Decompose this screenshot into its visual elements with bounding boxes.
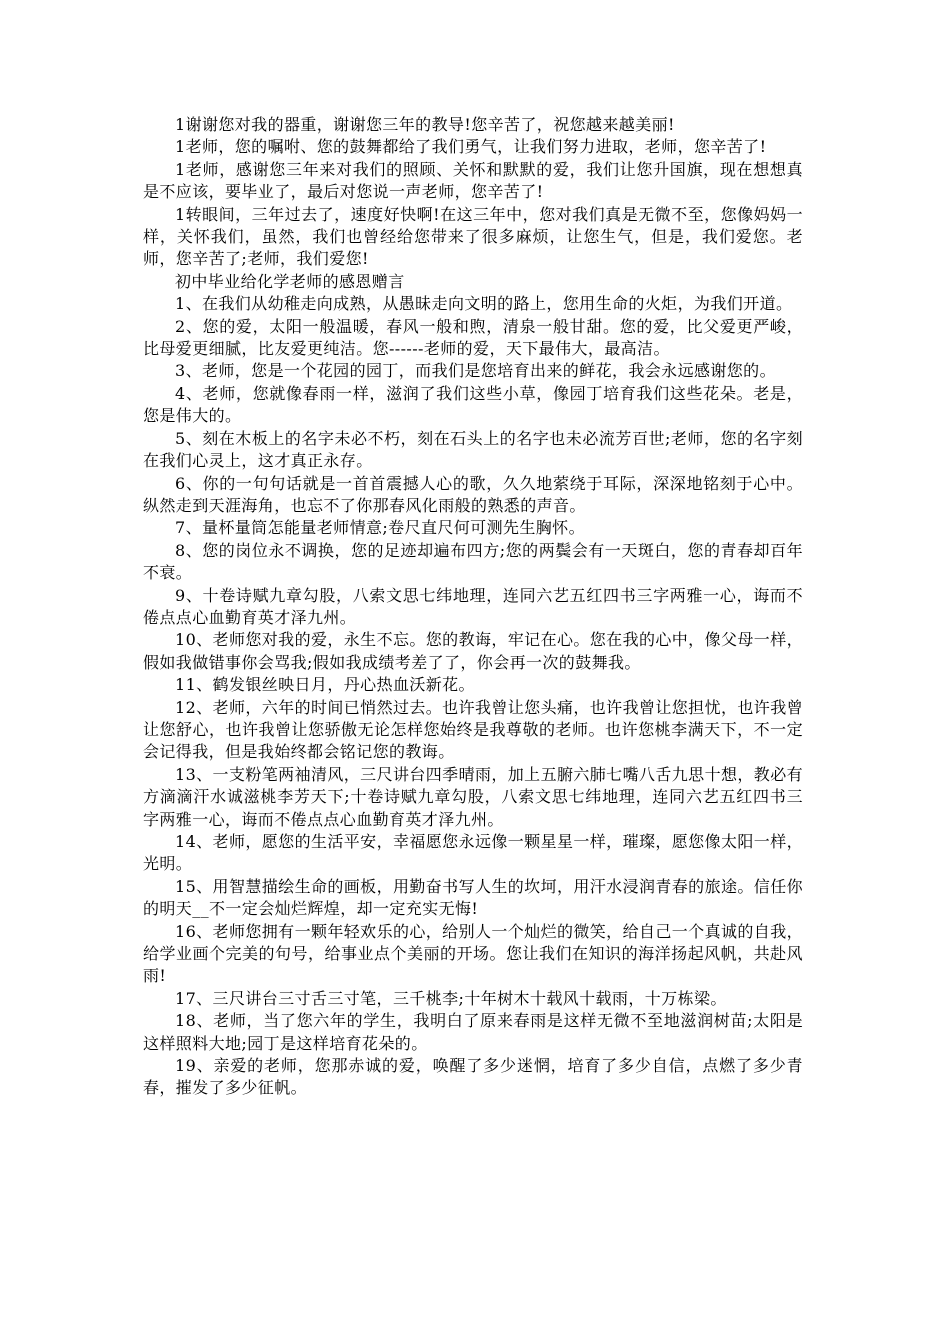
section-heading: 初中毕业给化学老师的感恩赠言 bbox=[175, 271, 405, 291]
paragraph: 1谢谢您对我的器重，谢谢您三年的教导!您辛苦了，祝您越来越美丽! bbox=[175, 115, 675, 134]
paragraph: 8、您的岗位永不调换，您的足迹却遍布四方;您的两鬓会有一天斑白，您的青春却百年不衰。 bbox=[143, 540, 803, 583]
paragraph: 11、鹤发银丝映日月，丹心热血沃新花。 bbox=[175, 675, 475, 695]
paragraph: 16、老师您拥有一颗年轻欢乐的心，给别人一个灿烂的微笑，给自己一个真诚的自我，给学业画个完美的句号，给事业点个美丽的开场。您让我们在知识的海洋扬起风帆，共赴风雨! bbox=[143, 921, 803, 986]
paragraph: 18、老师，当了您六年的学生，我明白了原来春雨是这样无微不至地滋润树苗;太阳是这样照料大地;园丁是这样培育花朵的。 bbox=[143, 1011, 803, 1053]
paragraph: 1老师，您的嘱咐、您的鼓舞都给了我们勇气，让我们努力进取，老师，您辛苦了! bbox=[175, 137, 767, 157]
paragraph: 10、老师您对我的爱，永生不忘。您的教诲，牢记在心。您在我的心中，像父母一样，假如我做错事你会骂我;假如我成绩考差了了，你会再一次的鼓舞我。 bbox=[143, 630, 803, 672]
paragraph: 17、三尺讲台三寸舌三寸笔，三千桃李;十年树木十载风十载雨，十万栋梁。 bbox=[175, 988, 727, 1008]
paragraph: 2、您的爱，太阳一般温暖，春风一般和煦，清泉一般甘甜。您的爱，比父爱更严峻，比母爱更细腻，比友爱更纯洁。您------老师的爱，天下最伟大，最高洁。 bbox=[143, 316, 803, 359]
paragraph: 15、用智慧描绘生命的画板，用勤奋书写人生的坎坷，用汗水浸润青春的旅途。信任你的明天__不一定会灿烂辉煌，却一定充实无悔! bbox=[143, 876, 803, 919]
paragraph: 9、十卷诗赋九章勾股，八索文思七纬地理，连同六艺五红四书三字两雅一心，诲而不倦点点心血勤育英才泽九州。 bbox=[143, 585, 803, 627]
paragraph: 12、老师，六年的时间已悄然过去。也许我曾让您头痛，也许我曾让您担忧，也许我曾让您舒心，也许我曾让您骄傲无论怎样您始终是我尊敬的老师。也许您桃李满天下，不一定会记得我，但是我始终都会铭记您的教诲。 bbox=[143, 697, 803, 762]
paragraph: 3、老师，您是一个花园的园丁，而我们是您培育出来的鲜花，我会永远感谢您的。 bbox=[175, 361, 776, 381]
paragraph: 4、老师，您就像春雨一样，滋润了我们这些小草，像园丁培育我们这些花朵。老是，您是伟大的。 bbox=[143, 383, 803, 426]
paragraph: 6、你的一句句话就是一首首震撼人心的歌，久久地萦绕于耳际，深深地铭刻于心中。纵然走到天涯海角，也忘不了你那春风化雨般的熟悉的声音。 bbox=[143, 473, 803, 515]
document-body bbox=[143, 114, 803, 1100]
paragraph: 19、亲爱的老师，您那赤诚的爱，唤醒了多少迷惘，培育了多少自信，点燃了多少青春，摧发了多少征帆。 bbox=[143, 1056, 803, 1098]
paragraph: 13、一支粉笔两袖清风，三尺讲台四季晴雨，加上五腑六肺七嘴八舌九思十想，教必有方滴滴汗水诚滋桃李芳天下;十卷诗赋九章勾股，八索文思七纬地理，连同六艺五红四书三字两雅一心，诲而不倦点点心血勤育英才泽九州。 bbox=[143, 764, 803, 829]
paragraph: 5、刻在木板上的名字未必不朽，刻在石头上的名字也未必流芳百世;老师，您的名字刻在我们心灵上，这才真正永存。 bbox=[143, 428, 803, 471]
paragraph: 14、老师，愿您的生活平安，幸福愿您永远像一颗星星一样，璀璨，愿您像太阳一样，光明。 bbox=[143, 832, 803, 874]
paragraph: 1老师，感谢您三年来对我们的照顾、关怀和默默的爱，我们让您升国旗，现在想想真是不应该，要毕业了，最后对您说一声老师，您辛苦了! bbox=[143, 159, 803, 202]
paragraph: 1转眼间，三年过去了，速度好快啊!在这三年中，您对我们真是无微不至，您像妈妈一样，关怀我们，虽然，我们也曾经给您带来了很多麻烦，让您生气，但是，我们爱您。老师，您辛苦了;老师，我们爱您! bbox=[143, 204, 803, 269]
paragraph: 1、在我们从幼稚走向成熟，从愚昧走向文明的路上，您用生命的火炬，为我们开道。 bbox=[175, 294, 793, 314]
paragraph: 7、量杯量筒怎能量老师情意;卷尺直尺何可测先生胸怀。 bbox=[175, 518, 585, 538]
